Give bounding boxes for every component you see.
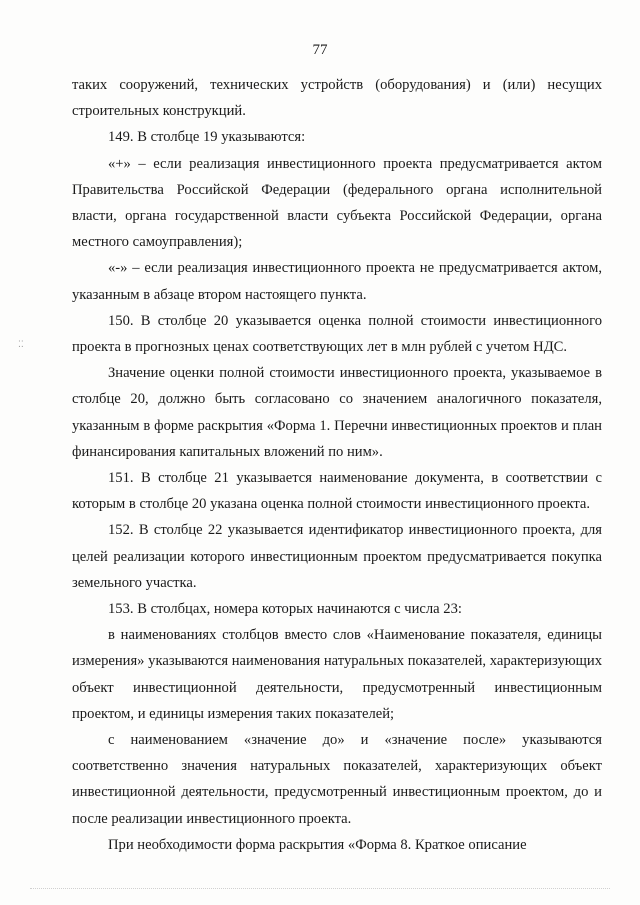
paragraph-153-values: с наименованием «значение до» и «значение после» указываются соответственно значения натуральных показателей, характеризующих объект инвестиционной деятельности, предусмотренный инвестиционным проектом, до и после реализации инвестиционного проекта.: [72, 732, 602, 827]
paragraph-continuation: таких сооружений, технических устройств (оборудования) и (или) несущих строительных конструкций.: [72, 77, 602, 120]
paragraph-153: 153. В столбцах, номера которых начинаются с числа 23:: [108, 601, 462, 618]
paragraph-150: 150. В столбце 20 указывается оценка полной стоимости инвестиционного проекта в прогнозных ценах соответствующих лет в млн рублей с учетом НДС.: [72, 312, 602, 356]
page-number: 77: [312, 42, 328, 58]
paragraph-150-value: Значение оценки полной стоимости инвестиционного проекта, указываемое в столбце 20, должно быть согласовано со значением аналогичного показателя, указанным в форме раскрытия «Форма 1. Перечни инвестиционных проектов и план финансирования капитальных вложений по ним».: [72, 365, 602, 460]
document-body: [72, 72, 602, 858]
margin-scan-mark: ⁚⁚: [18, 339, 24, 349]
paragraph-153-names: в наименованиях столбцов вместо слов «Наименование показателя, единицы измерения» указываются наименования натуральных показателей, характеризующих объект инвестиционной деятельности, предусмотренный инвестиционным проектом, и единицы измерения таких показателей;: [72, 627, 602, 722]
paragraph-149-plus: «+» – если реализация инвестиционного проекта предусматривается актом Правительства Российской Федерации (федерального органа исполнительной власти, органа государственной власти субъекта Российской Федерации, органа местного самоуправления);: [72, 155, 602, 251]
paragraph-151: 151. В столбце 21 указывается наименование документа, в соответствии с которым в столбце 20 указана оценка полной стоимости инвестиционного проекта.: [72, 470, 602, 513]
paragraph-152: 152. В столбце 22 указывается идентификатор инвестиционного проекта, для целей реализации которого инвестиционным проектом предусматривается покупка земельного участка.: [72, 522, 602, 591]
scan-footer-noise: [30, 888, 610, 895]
paragraph-149-minus: «-» – если реализация инвестиционного проекта не предусматривается актом, указанным в абзаце втором настоящего пункта.: [72, 260, 602, 303]
paragraph-149: 149. В столбце 19 указываются:: [108, 129, 306, 146]
paragraph-final: При необходимости форма раскрытия «Форма 8. Краткое описание: [108, 836, 527, 853]
